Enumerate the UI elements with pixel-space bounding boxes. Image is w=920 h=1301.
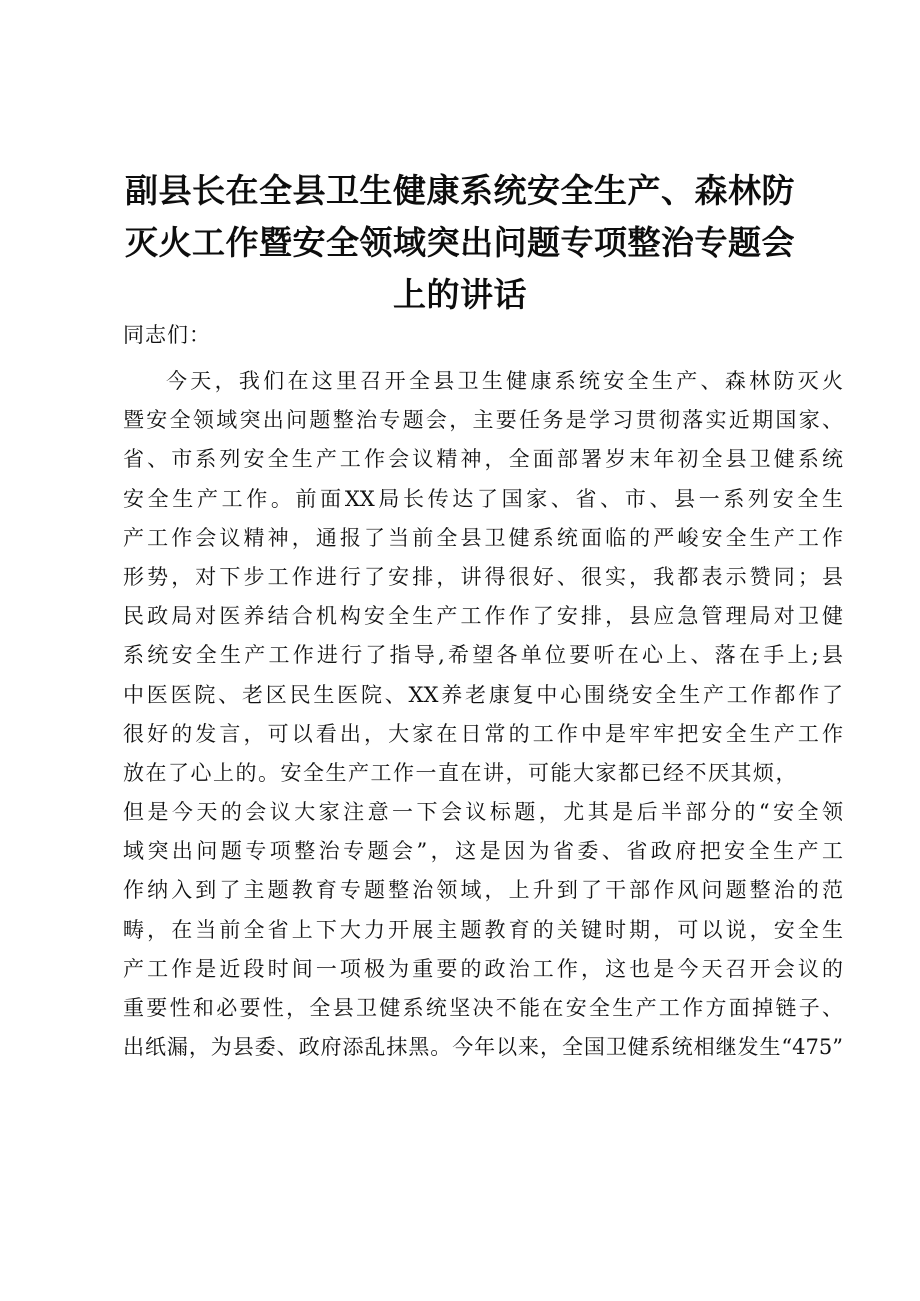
body-line: 产工作会议精神，通报了当前全县卫健系统面临的严峻安全生产工作 (123, 525, 843, 550)
body-line: 放在了心上的。安全生产工作一直在讲，可能大家都已经不厌其烦， (123, 760, 798, 785)
body-paragraph (123, 362, 843, 1067)
body-line: 重要性和必要性，全县卫健系统坚决不能在安全生产工作方面掉链子、 (123, 996, 843, 1020)
body-line: 很好的发言，可以看出，大家在日常的工作中是牢牢把安全生产工作 (123, 721, 843, 746)
body-line: 暨安全领域突出问题整治专题会，主要任务是学习贯彻落实近期国家、 (123, 408, 843, 433)
document-title (120, 165, 800, 321)
body-line: 出纸漏，为县委、政府添乱抹黑。今年以来，全国卫健系统相继发生“475” (123, 1035, 843, 1060)
body-line: 安全生产工作。前面XX局长传达了国家、省、市、县一系列安全生 (123, 486, 843, 511)
body-line: 民政局对医养结合机构安全生产工作作了安排，县应急管理局对卫健 (123, 604, 843, 629)
title-line: 上的讲话 (393, 275, 527, 314)
title-line: 副县长在全县卫生健康系统安全生产、森林防 (125, 171, 795, 210)
body-line: 产工作是近段时间一项极为重要的政治工作，这也是今天召开会议的 (123, 956, 843, 981)
title-line: 灭火工作暨安全领域突出问题专项整治专题会 (125, 223, 795, 262)
body-line: 畴，在当前全省上下大力开展主题教育的关键时期，可以说，安全生 (123, 917, 843, 942)
salutation: 同志们： (123, 323, 211, 347)
body-line: 今天，我们在这里召开全县卫生健康系统安全生产、森林防灭火 (166, 369, 843, 393)
body-line: 域突出问题专项整治专题会”，这是因为省委、省政府把安全生产工 (123, 839, 843, 864)
body-line: 中医医院、老区民生医院、XX养老康复中心围绕安全生产工作都作了 (123, 682, 843, 707)
body-line: 作纳入到了主题教育专题整治领域，上升到了干部作风问题整治的范 (123, 878, 843, 903)
body-line: 系统安全生产工作进行了指导,希望各单位要听在心上、落在手上;县 (123, 643, 843, 668)
body-line: 形势，对下步工作进行了安排，讲得很好、很实，我都表示赞同；县 (123, 564, 843, 589)
body-line: 但是今天的会议大家注意一下会议标题，尤其是后半部分的“安全领 (123, 800, 843, 825)
body-line: 省、市系列安全生产工作会议精神，全面部署岁末年初全县卫健系统 (123, 447, 843, 472)
